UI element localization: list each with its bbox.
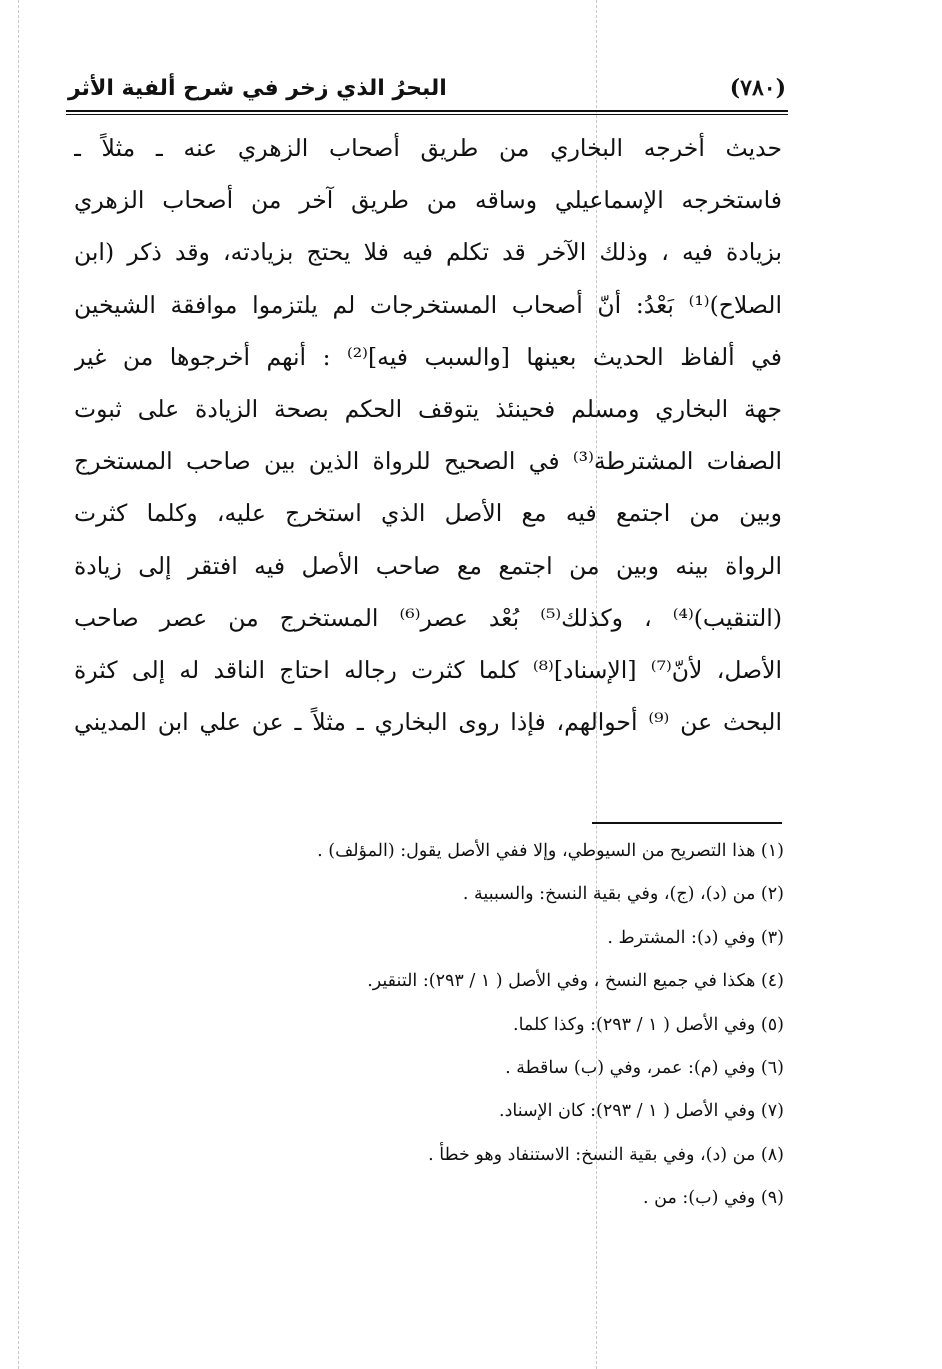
footnote-item: (٣) وفي (د): المشترط .: [607, 927, 784, 948]
page-number: (٧٨٠): [729, 75, 786, 101]
text-line: وبين من اجتمع فيه مع الأصل الذي استخرج عليه، وكلما كثرت: [74, 499, 782, 528]
footnote-item: (٢) من (د)، (ج)، وفي بقية النسخ: والسببية .: [462, 884, 784, 905]
text-line: الصفات المشترطة⁽³⁾ في الصحيح للرواة الذين بين صاحب المستخرج: [74, 447, 782, 476]
main-text: [74, 122, 782, 748]
text-line: الأصل، لأنّ⁽⁷⁾ [الإسناد]⁽⁸⁾ كلما كثرت رجاله احتاج الناقد له إلى كثرة: [74, 655, 782, 684]
footnote-item: (٦) وفي (م): عمر، وفي (ب) ساقطة .: [505, 1057, 784, 1078]
footnote-item: (١) هذا التصريح من السيوطي، وإلا ففي الأصل يقول: (المؤلف) .: [317, 841, 784, 861]
footnotes: [74, 830, 784, 1221]
text-line: في ألفاظ الحديث بعينها [والسبب فيه]⁽²⁾ : أنهم أخرجوها من غير: [74, 342, 782, 371]
footnote-divider: [592, 822, 782, 824]
text-line: الصلاح)⁽¹⁾ بَعْدُ: أنّ أصحاب المستخرجات لم يلتزموا موافقة الشيخين: [74, 290, 782, 319]
text-line: البحث عن ⁽⁹⁾ أحوالهم، فإذا روى البخاري ـ مثلاً ـ عن علي ابن المديني: [74, 708, 782, 737]
footnote-item: (٩) وفي (ب): من .: [643, 1188, 784, 1209]
text-line: الرواة بينه وبين من اجتمع مع صاحب الأصل فيه افتقر إلى زيادة: [74, 551, 782, 580]
text-line: جهة البخاري ومسلم فحينئذ يتوقف الحكم بصحة الزيادة على ثبوت: [74, 394, 782, 423]
text-line: بزيادة فيه ، وذلك الآخر قد تكلم فيه فلا يحتج بزيادته، وقد ذكر (ابن: [74, 238, 782, 267]
footnote-item: (٧) وفي الأصل ( ١ / ٢٩٣): كان الإسناد.: [499, 1101, 784, 1122]
footnote-item: (٨) من (د)، وفي بقية النسخ: الاستنفاد وهو خطأ .: [428, 1144, 784, 1165]
scan-fold-line: [18, 0, 19, 1369]
text-line: حديث أخرجه البخاري من طريق أصحاب الزهري عنه ـ مثلاً ـ: [74, 134, 782, 162]
footnote-item: (٤) هكذا في جميع النسخ ، وفي الأصل ( ١ / ٢٩٣): التنقير.: [367, 971, 784, 992]
text-line: فاستخرجه الإسماعيلي وساقه من طريق آخر من أصحاب الزهري: [74, 186, 782, 215]
header-divider: [66, 110, 788, 115]
page-header: [68, 68, 786, 108]
text-line: (التنقيب)⁽⁴⁾ ، وكذلك⁽⁵⁾ بُعْد عصر⁽⁶⁾ المستخرج من عصر صاحب: [74, 603, 782, 632]
book-title: البحرُ الذي زخر في شرح ألفية الأثر: [68, 75, 447, 101]
footnote-item: (٥) وفي الأصل ( ١ / ٢٩٣): وكذا كلما.: [513, 1014, 784, 1035]
